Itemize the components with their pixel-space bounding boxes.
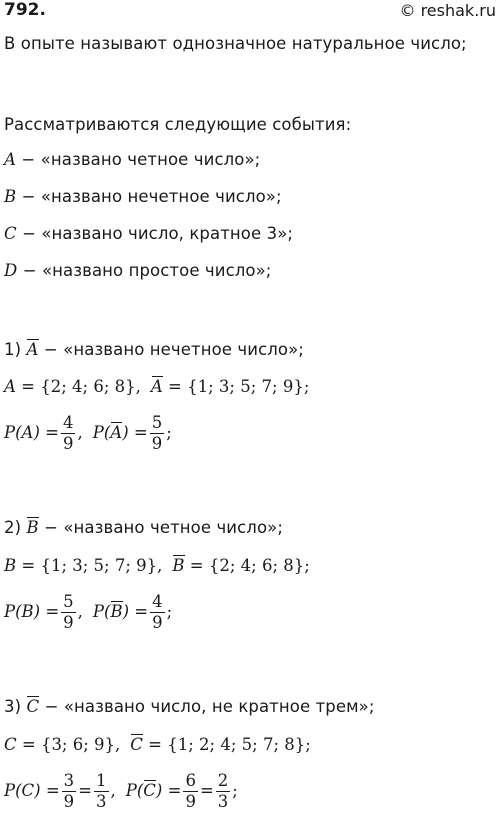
denominator: 3	[96, 792, 107, 811]
terminator: ;	[166, 423, 172, 442]
probability-suffix: ) =	[122, 423, 148, 442]
fraction	[61, 413, 76, 454]
fraction	[62, 771, 77, 812]
denominator: 9	[185, 792, 196, 811]
denominator: 9	[62, 434, 74, 453]
fraction	[150, 413, 165, 454]
numerator: 6	[185, 771, 196, 790]
part1-probabilities: P(A) = $\frac{4}{9}$ , P(A) = $\frac{5}{9}$ ;	[4, 413, 172, 453]
part-desc: − «названо число, не кратное трем»;	[39, 697, 375, 716]
denominator: 9	[152, 613, 163, 632]
event-text: − «названо четное число»;	[16, 150, 261, 169]
event-symbol: B	[4, 187, 17, 206]
event-symbol: D	[4, 261, 18, 280]
complement-symbol: B	[172, 556, 185, 575]
probability-prefix: P(	[125, 781, 144, 800]
numerator: 3	[63, 771, 75, 790]
event-text: − «названо нечетное число»;	[16, 187, 282, 206]
set-value: = {1; 3; 5; 7; 9},	[16, 556, 163, 575]
part-label: 2)	[4, 518, 27, 537]
set-value: = {2; 4; 6; 8},	[15, 377, 141, 396]
terminator: ;	[166, 602, 173, 621]
part-desc: − «названо четное число»;	[38, 518, 283, 537]
part1-sets	[4, 377, 309, 396]
probability-suffix: ) =	[122, 602, 149, 621]
denominator: 9	[63, 613, 74, 632]
part3-probabilities: P(C) = $\frac{3}{9}$ = $\frac{1}{3}$ , P(C) = $\frac{6}{9}$ = $\frac{2}{3}$ ;	[4, 771, 238, 811]
fraction	[183, 771, 198, 812]
denominator: 9	[151, 434, 163, 453]
event-text: − «названо простое число»;	[17, 261, 272, 280]
numerator: 5	[151, 413, 163, 432]
probability-lhs: P(B) =	[4, 602, 60, 621]
fraction	[94, 771, 109, 812]
problem-number: 792.	[4, 0, 46, 20]
event-b	[4, 187, 282, 206]
set-value: = {3; 6; 9},	[16, 735, 121, 754]
complement-set-value: = {2; 4; 6; 8};	[184, 556, 310, 575]
denominator: 3	[217, 792, 229, 811]
intro-text: В опыте называют однозначное натуральное число;	[4, 34, 467, 53]
event-a	[4, 150, 260, 169]
complement-symbol: B	[110, 602, 123, 621]
fraction	[61, 592, 76, 633]
part3-heading	[4, 697, 375, 716]
set-symbol: A	[4, 377, 16, 396]
event-symbol: C	[4, 224, 17, 243]
part-desc: − «названо нечетное число»;	[38, 340, 304, 359]
numerator: 5	[63, 592, 74, 611]
probability-prefix: P(	[92, 423, 111, 442]
complement-symbol: B	[26, 518, 39, 537]
part3-sets	[4, 735, 311, 754]
part2-probabilities: P(B) = $\frac{5}{9}$ , P(B) = $\frac{4}{9}$ ;	[4, 592, 173, 632]
numerator: 4	[62, 413, 74, 432]
complement-symbol: C	[130, 735, 143, 754]
terminator: ;	[232, 781, 238, 800]
complement-symbol: C	[143, 781, 156, 800]
part-label: 3)	[4, 697, 27, 716]
denominator: 9	[63, 792, 75, 811]
complement-set-value: = {1; 3; 5; 7; 9};	[162, 377, 310, 396]
part2-sets	[4, 556, 310, 575]
event-d	[4, 261, 271, 280]
probability-prefix: P(	[92, 602, 111, 621]
part-label: 1)	[4, 340, 27, 359]
event-symbol: A	[4, 150, 17, 169]
probability-suffix: ) =	[155, 781, 182, 800]
site-watermark: © reshak.ru	[399, 1, 496, 20]
numerator: 2	[217, 771, 229, 790]
fraction	[150, 592, 165, 633]
fraction	[216, 771, 231, 812]
probability-lhs: P(C) =	[4, 781, 60, 800]
set-symbol: B	[4, 556, 17, 575]
event-c	[4, 224, 293, 243]
event-text: − «названо число, кратное 3»;	[16, 224, 294, 243]
events-title: Рассматриваются следующие события:	[4, 115, 352, 134]
part2-heading	[4, 518, 283, 537]
numerator: 1	[96, 771, 107, 790]
set-symbol: C	[4, 735, 17, 754]
complement-symbol: A	[110, 423, 123, 442]
complement-symbol: A	[26, 340, 39, 359]
complement-symbol: C	[26, 697, 40, 716]
probability-lhs: P(A) =	[4, 423, 59, 442]
complement-set-value: = {1; 2; 4; 5; 7; 8};	[142, 735, 311, 754]
numerator: 4	[152, 592, 163, 611]
part1-heading	[4, 340, 304, 359]
complement-symbol: A	[150, 377, 163, 396]
